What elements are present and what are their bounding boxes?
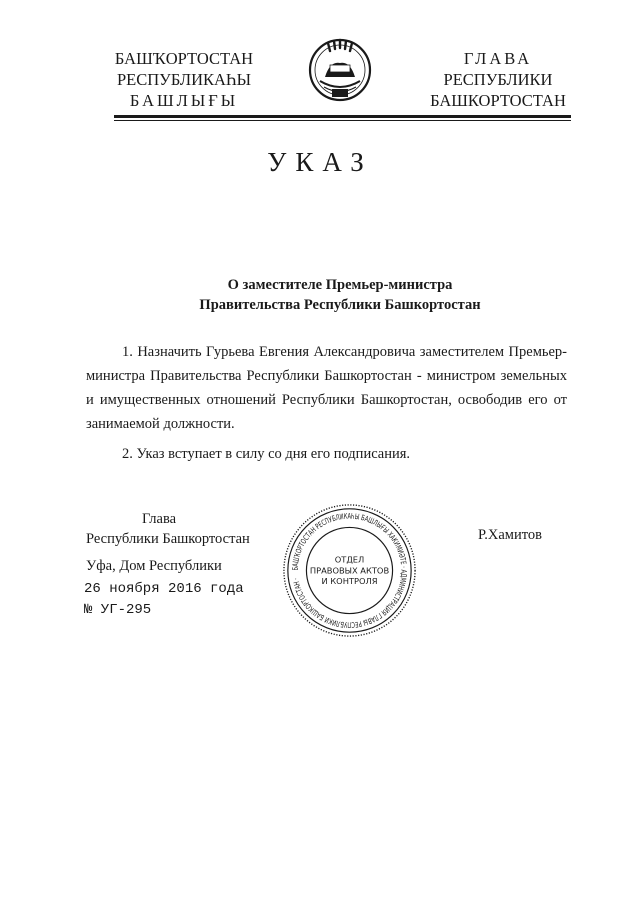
header-right-line-1: ГЛАВА [463, 49, 533, 68]
stamp-ring-text: БАШҠОРТОСТАН РЕСПУБЛИКАҺЫ БАШЛЫҒЫ ХАКИМИӘТЕ · АДМИНИСТРАЦИЯ ГЛАВЫ РЕСПУБЛИКИ БАШКОРТОСТАН · [290, 511, 409, 630]
stamp-center-line-1: ОТДЕЛ [334, 554, 365, 565]
stamp-center-line-2: ПРАВОВЫХ АКТОВ [309, 565, 390, 576]
signatory-role-line-1: Глава [142, 511, 177, 527]
header-left-line-3: БАШЛЫҒЫ [129, 91, 239, 110]
clause-2: 2. Указ вступает в силу со дня его подписания. [122, 446, 411, 462]
clause-1: 1. Назначить Гурьева Евгения Александровича заместителем Премьер-министра Правительства Республики Башкортостан - министром земельных и имущественных отношений Республики Башкортостан, освободив его от занимаемой должности. [86, 344, 567, 432]
signatory-role-line-2: Республики Башкортостан [86, 531, 250, 547]
subject-line-1: О заместителе Премьер-министра [227, 277, 453, 293]
official-stamp [281, 502, 418, 639]
place-of-signing: Уфа, Дом Республики [86, 558, 222, 574]
header-right [398, 48, 598, 111]
header-left-line-2: РЕСПУБЛИКАҺЫ [116, 70, 252, 89]
header-right-line-2: РЕСПУБЛИКИ [443, 70, 553, 89]
signatory-name: Р.Хамитов [478, 527, 542, 543]
header-left-line-1: БАШҠОРТОСТАН [114, 49, 254, 68]
header-divider [114, 115, 571, 118]
stamp-center-line-3: И КОНТРОЛЯ [321, 576, 378, 587]
document-number: № УГ-295 [84, 602, 152, 618]
document-date: 26 ноября 2016 года [84, 581, 244, 597]
header-left [84, 48, 284, 111]
subject-line-2: Правительства Республики Башкортостан [199, 297, 481, 313]
document-title: УКАЗ [267, 147, 373, 177]
document-subject [0, 275, 640, 315]
signatory-role [86, 509, 250, 549]
header-right-line-3: БАШКОРТОСТАН [430, 91, 566, 110]
header-divider-thin [114, 120, 571, 121]
coat-of-arms-icon [300, 33, 380, 105]
